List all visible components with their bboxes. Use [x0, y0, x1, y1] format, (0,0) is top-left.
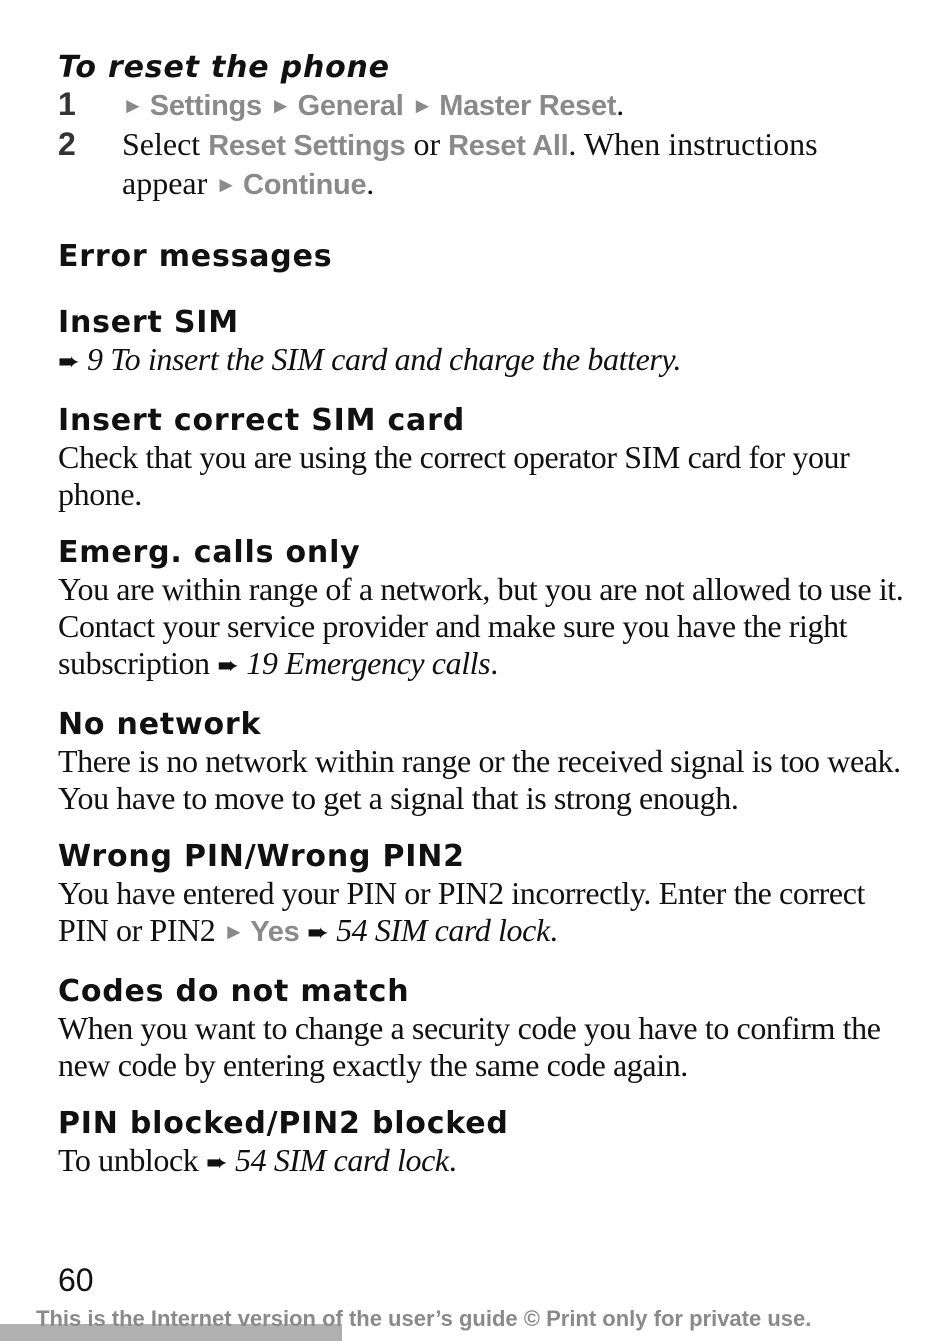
- menu-arrow-icon: ►: [215, 172, 238, 197]
- insert-sim-title: Insert SIM: [58, 305, 239, 340]
- footer-notice: This is the Internet version of the user’s guide © Print only for private use.: [36, 1306, 812, 1331]
- step-number: 2: [58, 126, 76, 162]
- page-number: 60: [58, 1262, 94, 1298]
- menu-master-reset: Master Reset: [439, 90, 617, 122]
- reference-arrow-icon: ➨: [206, 1148, 228, 1178]
- emerg-calls-title: Emerg. calls only: [58, 535, 361, 570]
- reset-title: To reset the phone: [58, 50, 390, 85]
- insert-correct-sim-body: Check that you are using the correct operator SIM card for your phone.: [58, 439, 850, 512]
- insert-sim-reference: 9 To insert the SIM card and charge the battery: [87, 341, 674, 377]
- menu-settings: Settings: [149, 90, 262, 122]
- pin-blocked-title: PIN blocked/PIN2 blocked: [58, 1106, 509, 1141]
- menu-arrow-icon: ►: [122, 93, 144, 118]
- codes-mismatch-title: Codes do not match: [58, 974, 410, 1009]
- wrong-pin-body: You have entered your PIN or PIN2 incorrectly. Enter the correct PIN or PIN2: [58, 875, 866, 948]
- section-pin-blocked: PIN blocked/PIN2 blocked To unblock ➨ 54 SIM card lock.: [58, 1106, 908, 1182]
- reference-arrow-icon: ➨: [217, 651, 239, 681]
- reference-arrow-icon: ➨: [307, 918, 329, 948]
- pin-blocked-body: To unblock: [58, 1142, 207, 1178]
- section-codes-mismatch: [58, 974, 908, 1084]
- emerg-calls-reference: 19 Emergency calls: [246, 645, 491, 681]
- step-number: 1: [58, 86, 76, 122]
- section-insert-sim: Insert SIM ➨ 9 To insert the SIM card and charge the battery.: [58, 305, 908, 381]
- menu-reset-all: Reset All: [448, 130, 569, 162]
- menu-arrow-icon: ►: [222, 919, 245, 944]
- codes-mismatch-body: When you want to change a security code you have to confirm the new code by entering exactly the same code again.: [58, 1010, 881, 1083]
- reset-step-1: 1 ► Settings ► General ► Master Reset.: [58, 86, 908, 126]
- menu-arrow-icon: ►: [269, 93, 292, 118]
- menu-general: General: [297, 90, 404, 122]
- pin-blocked-reference: 54 SIM card lock: [235, 1142, 449, 1178]
- menu-arrow-icon: ►: [411, 93, 434, 118]
- error-messages-title: Error messages: [58, 239, 333, 274]
- menu-yes: Yes: [250, 916, 300, 948]
- section-insert-correct-sim: [58, 403, 908, 513]
- wrong-pin-title: Wrong PIN/Wrong PIN2: [58, 839, 465, 874]
- section-wrong-pin: Wrong PIN/Wrong PIN2 You have entered your PIN or PIN2 incorrectly. Enter the correct PIN or PIN2 ► Yes ➨ 54 SIM card lock.: [58, 839, 908, 952]
- manual-page: [58, 50, 908, 1182]
- menu-reset-settings: Reset Settings: [208, 130, 406, 162]
- reset-step-2: 2 Select Reset Settings or Reset All. When instructions appear ► Continue.: [58, 126, 908, 205]
- section-emerg-calls: Emerg. calls only You are within range of a network, but you are not allowed to use it. Contact your service provider and make sure you have the right subscription ➨ 19 Emergency calls.: [58, 535, 908, 685]
- emerg-calls-body: You are within range of a network, but you are not allowed to use it. Contact your service provider and make sure you have the right subscription: [58, 571, 904, 681]
- insert-correct-sim-title: Insert correct SIM card: [58, 403, 465, 438]
- menu-continue: Continue: [243, 169, 367, 201]
- no-network-title: No network: [58, 707, 262, 742]
- wrong-pin-reference: 54 SIM card lock: [336, 912, 550, 948]
- section-no-network: [58, 707, 908, 817]
- no-network-body: There is no network within range or the received signal is too weak. You have to move to get a signal that is strong enough.: [58, 743, 901, 816]
- reference-arrow-icon: ➨: [58, 347, 80, 377]
